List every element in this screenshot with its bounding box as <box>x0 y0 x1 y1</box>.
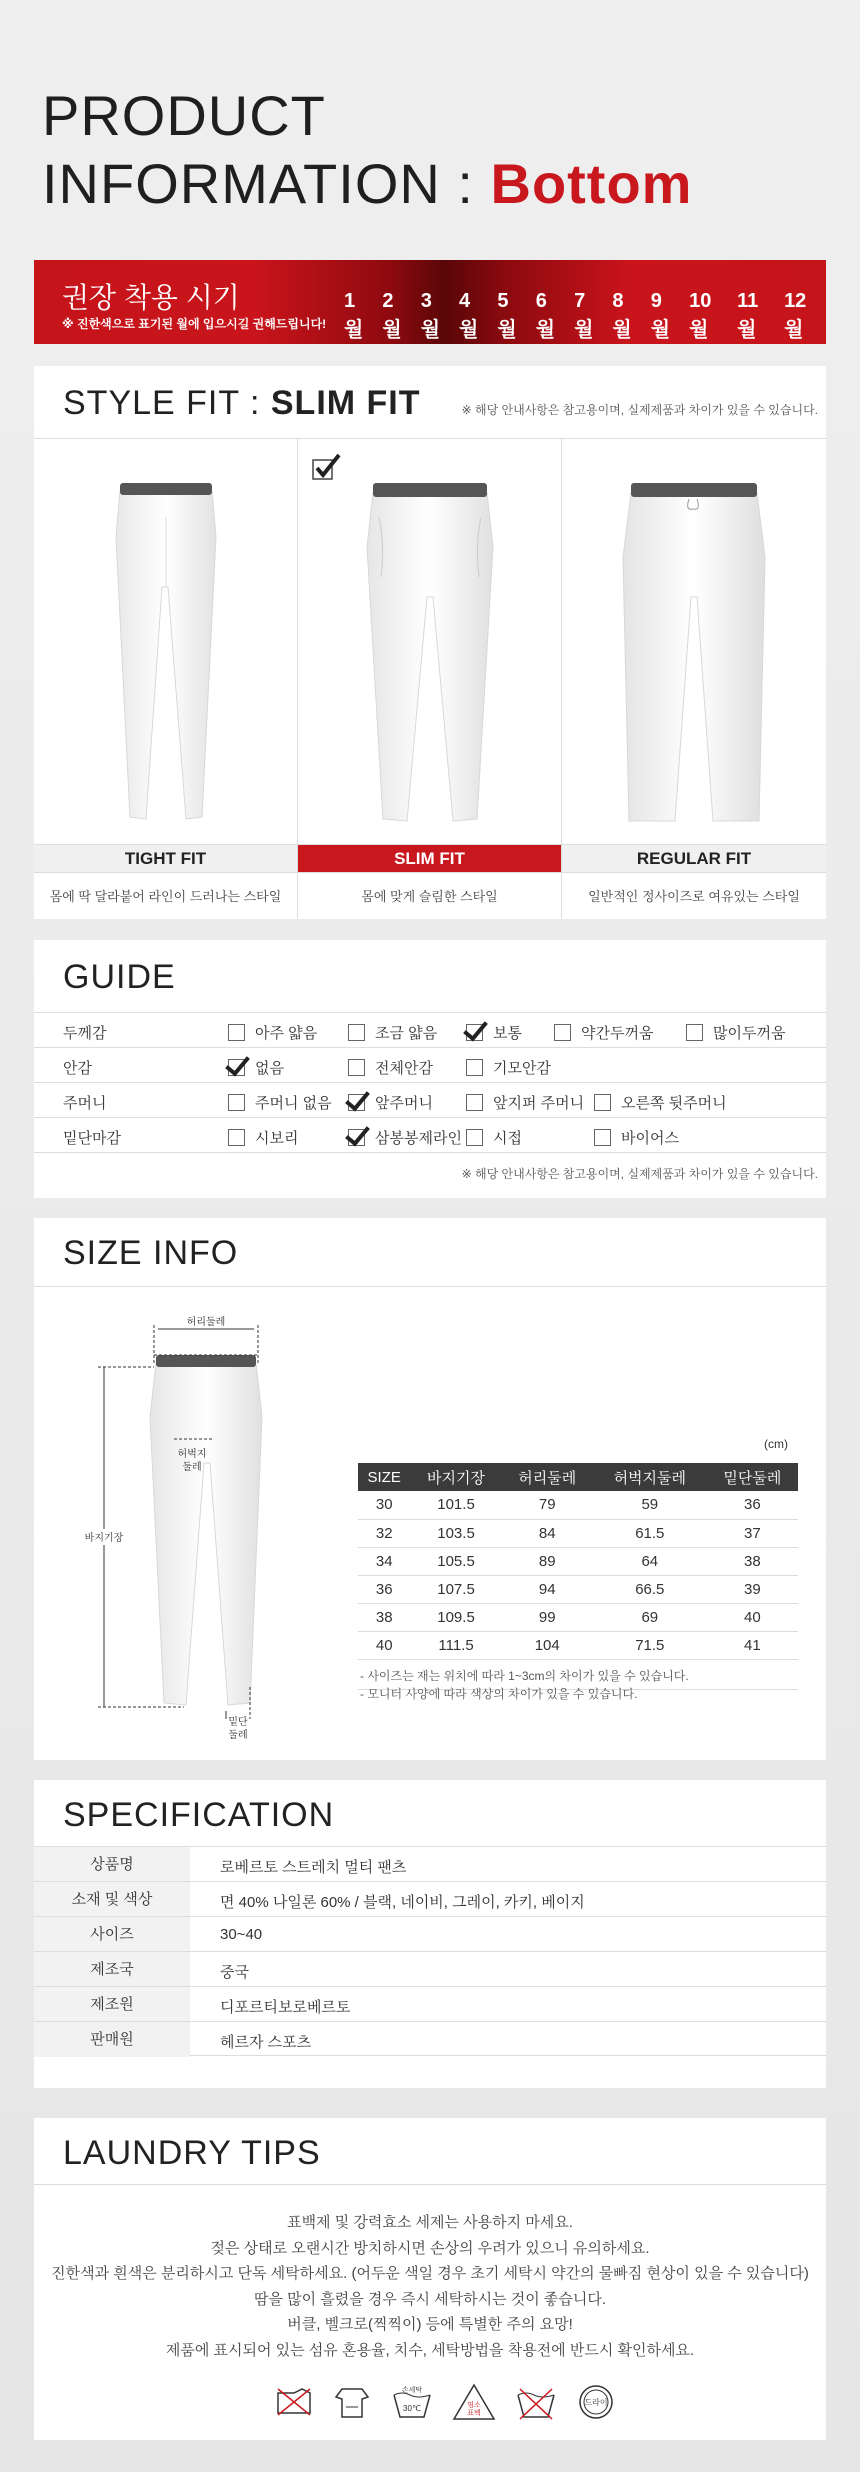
checkbox <box>228 1129 245 1146</box>
guide-row-label: 두께감 <box>63 1025 107 1042</box>
style-fit-card <box>34 366 826 919</box>
checkbox <box>554 1024 571 1041</box>
specification-card <box>34 1780 826 2088</box>
thigh-header: 허벅지둘레 <box>593 1463 707 1491</box>
spec-row <box>34 2021 826 2056</box>
waist-header: 허리둘레 <box>502 1463 593 1491</box>
guide-option: 조금 얇음 <box>348 1022 437 1043</box>
spec-value: 면 40% 나일론 60% / 블랙, 네이비, 그레이, 카키, 베이지 <box>220 1894 585 1911</box>
checkbox <box>686 1024 703 1041</box>
hem-header: 밑단둘레 <box>707 1463 798 1491</box>
spec-key: 사이즈 <box>34 1917 190 1952</box>
month-9: 9월 <box>650 290 671 341</box>
month-1: 1월 <box>344 290 364 341</box>
length-label: 바지기장 <box>84 1533 124 1544</box>
specification-title: SPECIFICATION <box>63 1796 335 1834</box>
size-header: SIZE <box>358 1463 410 1491</box>
checkbox <box>348 1059 365 1076</box>
laundry-line: 제품에 표시되어 있는 섬유 혼용율, 치수, 세탁방법을 착용전에 반드시 확인하세요. <box>165 2341 695 2359</box>
fit-options <box>34 438 826 919</box>
fit-desc-tight: 몸에 딱 달라붙어 라인이 드러나는 스타일 <box>34 872 297 920</box>
guide-title: GUIDE <box>63 958 176 996</box>
guide-option: 시보리 <box>228 1127 298 1148</box>
month-8: 8월 <box>612 290 632 341</box>
hand-wash-icon <box>390 2383 434 2421</box>
checkbox <box>594 1094 611 1111</box>
month-3: 3월 <box>420 290 441 341</box>
fit-option-slim <box>298 439 562 919</box>
guide-option: 약간두꺼움 <box>554 1022 653 1043</box>
hem-label-1: 밑단 <box>228 1717 248 1728</box>
season-months <box>338 290 826 342</box>
guide-note: ※ 해당 안내사항은 참고용이며, 실제제품과 차이가 있을 수 있습니다. <box>461 1167 818 1181</box>
checkbox-checked <box>348 1094 365 1111</box>
no-bleach-icon <box>274 2383 314 2421</box>
spec-row <box>34 1951 826 1986</box>
divider <box>34 1152 826 1153</box>
table-row: 36 107.5 94 66.5 39 <box>358 1575 798 1603</box>
guide-row-thickness <box>34 1012 826 1047</box>
fit-desc-regular: 일반적인 정사이즈로 여유있는 스타일 <box>562 872 826 920</box>
hero-accent: Bottom <box>490 152 693 215</box>
no-dryer-icon <box>332 2383 372 2421</box>
checkbox <box>228 1094 245 1111</box>
checkbox <box>466 1059 483 1076</box>
guide-row-label: 주머니 <box>63 1095 107 1112</box>
month-11: 11월 <box>737 290 759 341</box>
guide-option: 시접 <box>466 1127 522 1148</box>
guide-row-pocket <box>34 1082 826 1117</box>
laundry-line: 버클, 벨크로(찍찍이) 등에 특별한 주의 요망! <box>287 2316 573 2333</box>
spec-value: 중국 <box>220 1964 249 1981</box>
month-7: 7월 <box>574 290 594 341</box>
spec-value: 헤르자 스포츠 <box>220 2034 312 2051</box>
size-note: - 모니터 사양에 따라 색상의 차이가 있을 수 있습니다. <box>360 1687 638 1701</box>
spec-row <box>34 1846 826 1881</box>
table-row: 30 101.5 79 59 36 <box>358 1491 798 1519</box>
spec-row <box>34 1986 826 2021</box>
svg-text:30℃: 30℃ <box>403 2404 421 2413</box>
hero-line-1: PRODUCT <box>42 84 326 147</box>
spec-key: 상품명 <box>34 1847 190 1882</box>
spec-row <box>34 1916 826 1951</box>
checkbox <box>466 1129 483 1146</box>
waist-label: 허리둘레 <box>186 1317 226 1328</box>
svg-text:염소: 염소 <box>467 2402 481 2409</box>
size-note: - 사이즈는 재는 위치에 따라 1~3cm의 차이가 있을 수 있습니다. <box>360 1669 689 1683</box>
fit-option-regular <box>562 439 826 919</box>
laundry-line: 땀을 많이 흘렸을 경우 즉시 세탁하시는 것이 좋습니다. <box>253 2290 607 2308</box>
thigh-label-1: 허벅지 <box>177 1449 207 1460</box>
svg-text:손세탁: 손세탁 <box>401 2387 423 2394</box>
size-diagram <box>74 1307 334 1747</box>
thigh-label-2: 둘레 <box>182 1462 202 1473</box>
table-row: 34 105.5 89 64 38 <box>358 1547 798 1575</box>
checkbox <box>228 1024 245 1041</box>
spec-key: 소재 및 색상 <box>34 1882 190 1917</box>
spec-key: 판매원 <box>34 2022 190 2057</box>
length-header: 바지기장 <box>410 1463 501 1491</box>
season-title: 권장 착용 시기 <box>62 282 240 313</box>
checkbox-checked <box>348 1129 365 1146</box>
month-12: 12월 <box>784 290 807 341</box>
fit-name-tight: TIGHT FIT <box>34 844 297 872</box>
checkbox <box>594 1129 611 1146</box>
spec-value: 로베르토 스트레치 멀티 팬츠 <box>220 1859 407 1876</box>
regular-pants-image <box>609 477 779 837</box>
guide-option-selected: 없음 <box>228 1057 284 1078</box>
laundry-icons <box>274 2383 616 2421</box>
dry-clean-icon <box>576 2383 616 2421</box>
laundry-text <box>34 2210 826 2363</box>
fit-name-slim: SLIM FIT <box>298 844 561 872</box>
guide-option-selected: 보통 <box>466 1022 522 1043</box>
guide-option: 기모안감 <box>466 1057 551 1078</box>
laundry-line: 진한색과 흰색은 분리하시고 단독 세탁하세요. (어두운 색일 경우 초기 세탁시 약간의 물빠짐 현상이 있을 수 있습니다) <box>51 2265 809 2282</box>
guide-row-label: 안감 <box>63 1060 92 1077</box>
spec-value: 30~40 <box>220 1926 263 1943</box>
size-table <box>358 1463 798 1690</box>
checkbox-checked <box>228 1059 245 1076</box>
guide-option: 주머니 없음 <box>228 1092 332 1113</box>
guide-card <box>34 940 826 1198</box>
guide-option: 많이두꺼움 <box>686 1022 785 1043</box>
checkbox-checked-icon <box>312 453 342 481</box>
laundry-line: 젖은 상태로 오랜시간 방치하시면 손상의 우려가 있으니 유의하세요. <box>210 2239 650 2257</box>
month-6: 6월 <box>535 290 556 341</box>
season-banner <box>34 260 826 344</box>
season-subtitle: ※ 진한색으로 표기된 월에 입으시길 권해드립니다! <box>62 317 327 331</box>
guide-row-hem <box>34 1117 826 1152</box>
month-10: 10월 <box>689 290 712 341</box>
checkbox-checked <box>466 1024 483 1041</box>
spec-value: 디포르티보로베르토 <box>220 1999 351 2016</box>
bleach-allowed-icon <box>452 2383 496 2421</box>
size-unit: (cm) <box>764 1437 788 1451</box>
table-row: 38 109.5 99 69 40 <box>358 1603 798 1631</box>
svg-text:표백: 표백 <box>467 2410 481 2417</box>
guide-option: 전체안감 <box>348 1057 433 1078</box>
guide-option: 아주 얇음 <box>228 1022 317 1043</box>
spec-key: 제조국 <box>34 1952 190 1987</box>
month-2: 2월 <box>382 290 402 341</box>
slim-pants-image <box>355 477 505 837</box>
no-tumble-icon <box>514 2383 558 2421</box>
guide-option-selected: 삼봉봉제라인 <box>348 1127 462 1148</box>
size-table-header <box>358 1463 798 1491</box>
guide-option: 바이어스 <box>594 1127 679 1148</box>
laundry-line: 표백제 및 강력효소 세제는 사용하지 마세요. <box>287 2214 573 2231</box>
spec-row <box>34 1881 826 1916</box>
hero-line-2: INFORMATION : Bottom <box>42 152 693 215</box>
month-4: 4월 <box>459 290 479 341</box>
spec-key: 제조원 <box>34 1987 190 2022</box>
guide-option: 오른쪽 뒷주머니 <box>594 1092 727 1113</box>
table-row: 32 103.5 84 61.5 37 <box>358 1519 798 1547</box>
checkbox <box>348 1024 365 1041</box>
style-fit-note: ※ 해당 안내사항은 참고용이며, 실제제품과 차이가 있을 수 있습니다. <box>461 403 818 417</box>
guide-option-selected: 앞주머니 <box>348 1092 433 1113</box>
fit-option-tight <box>34 439 298 919</box>
fit-desc-slim: 몸에 맞게 슬림한 스타일 <box>298 872 561 920</box>
checkbox <box>466 1094 483 1111</box>
style-fit-title: STYLE FIT : SLIM FIT <box>63 384 421 422</box>
size-info-body <box>34 1286 826 1760</box>
laundry-card <box>34 2118 826 2440</box>
size-info-title: SIZE INFO <box>63 1234 239 1272</box>
tight-pants-image <box>106 477 226 837</box>
size-notes <box>360 1667 689 1703</box>
guide-option: 앞지퍼 주머니 <box>466 1092 584 1113</box>
month-5: 5월 <box>497 290 517 341</box>
guide-row-label: 밑단마감 <box>63 1130 121 1147</box>
hero-title <box>42 82 692 218</box>
svg-text:드라이: 드라이 <box>584 2398 608 2407</box>
fit-name-regular: REGULAR FIT <box>562 844 826 872</box>
table-row: 40 111.5 104 71.5 41 <box>358 1631 798 1659</box>
laundry-title: LAUNDRY TIPS <box>63 2134 321 2172</box>
hem-label-2: 둘레 <box>228 1730 248 1741</box>
divider <box>34 2184 826 2185</box>
guide-row-lining <box>34 1047 826 1082</box>
size-info-card <box>34 1218 826 1760</box>
